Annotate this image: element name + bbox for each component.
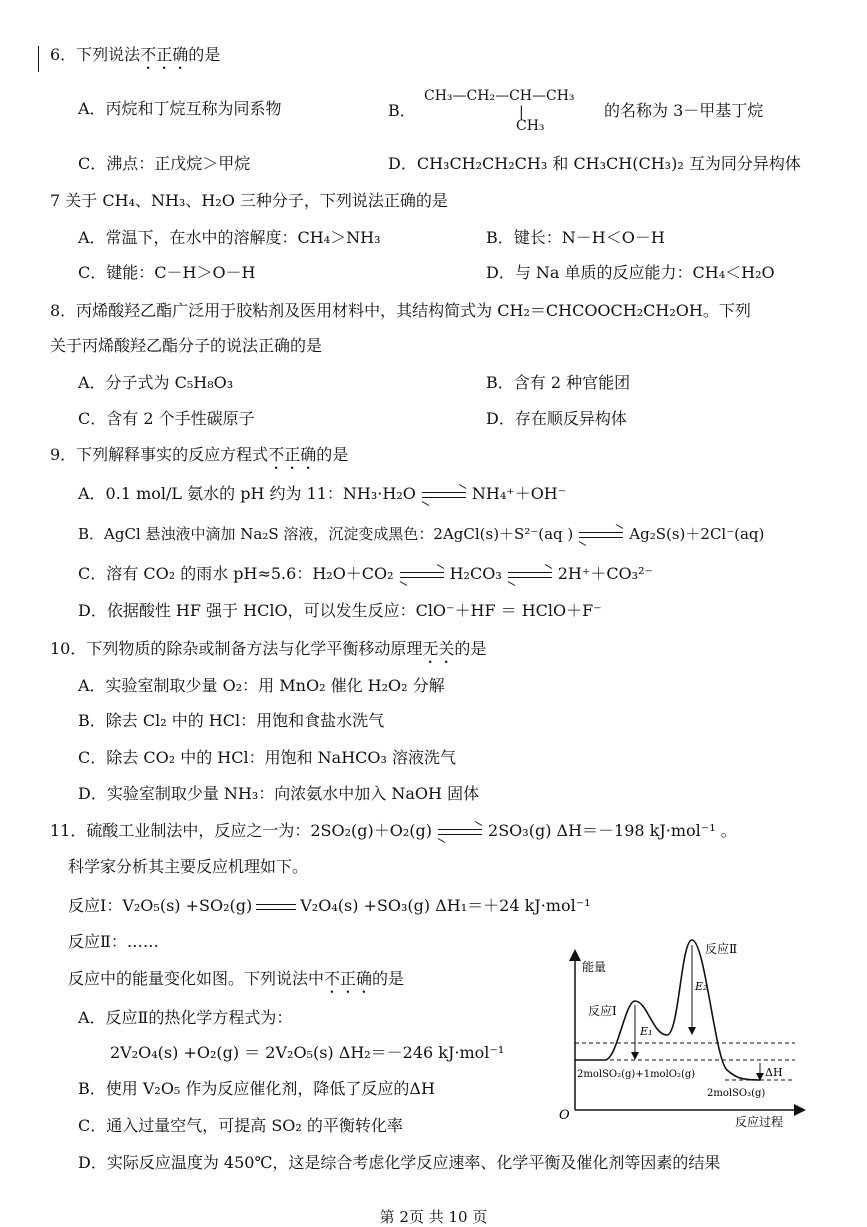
equilibrium-arrow [438, 827, 482, 837]
margin-mark [38, 46, 39, 72]
q6-option-c[interactable]: C．沸点：正戊烷＞甲烷 [78, 154, 251, 173]
q8-option-c[interactable]: C．含有 2 个手性碳原子 [78, 409, 255, 428]
q11-reaction-1: 反应Ⅰ：V₂O₅(s) +SO₂(g) V₂O₄(s) +SO₃(g) ΔH₁＝＋24 kJ·mol⁻¹ [68, 896, 591, 915]
q6-option-b-label[interactable]: B． [388, 101, 416, 120]
x-axis-label: 反应过程 [735, 1115, 784, 1129]
q11-option-a[interactable]: A．反应Ⅱ的热化学方程式为： [78, 1008, 293, 1027]
q7-option-b[interactable]: B．键长：N－H＜O－H [486, 228, 665, 247]
q6-structural-formula [424, 86, 594, 138]
q10-option-d[interactable]: D．实验室制取少量 NH₃：向浓氨水中加入 NaOH 固体 [78, 784, 480, 803]
q6-stem: 6．下列说法不正确的是 [50, 45, 221, 64]
q6-option-d[interactable]: D．CH₃CH₂CH₂CH₃ 和 CH₃CH(CH₃)₂ 互为同分异构体 [388, 154, 801, 173]
q7-option-a[interactable]: A．常温下，在水中的溶解度：CH₄＞NH₃ [78, 228, 381, 247]
origin-label: O [559, 1108, 570, 1123]
q8-option-d[interactable]: D．存在顺反异构体 [486, 409, 627, 428]
q10-stem: 10．下列物质的除杂或制备方法与化学平衡移动原理无关的是 [50, 639, 487, 658]
q11-reaction-2: 反应Ⅱ：…… [68, 932, 159, 951]
q11-stem-3: 反应中的能量变化如图。下列说法中不正确的是 [68, 969, 405, 988]
q9-stem: 9．下列解释事实的反应方程式不正确的是 [50, 445, 349, 464]
products-label: 2molSO₃(g) [707, 1088, 766, 1099]
y-axis-label: 能量 [582, 960, 607, 974]
q7-stem: 7 关于 CH₄、NH₃、H₂O 三种分子，下列说法正确的是 [50, 191, 448, 210]
q10-option-b[interactable]: B．除去 Cl₂ 中的 HCl：用饱和食盐水洗气 [78, 711, 385, 730]
q7-option-d[interactable]: D．与 Na 单质的反应能力：CH₄＜H₂O [486, 263, 775, 282]
dh-label: ΔH [765, 1066, 783, 1079]
q7-option-c[interactable]: C．键能：C－H＞O－H [78, 263, 256, 282]
q11-option-c[interactable]: C．通入过量空气，可提高 SO₂ 的平衡转化率 [78, 1116, 403, 1135]
q8-option-b[interactable]: B．含有 2 种官能团 [486, 373, 631, 392]
q11-option-a-equation: 2V₂O₄(s) +O₂(g) ＝ 2V₂O₅(s) ΔH₂＝－246 kJ·mol⁻¹ [110, 1043, 505, 1062]
equilibrium-arrow [400, 570, 444, 580]
peak-2-label: 反应Ⅱ [705, 942, 738, 956]
e2-label: E₂ [695, 980, 708, 993]
q9-option-d[interactable]: D．依据酸性 HF 强于 HClO，可以发生反应：ClO⁻＋HF ＝ HClO＋F⁻ [78, 601, 602, 620]
q10-option-a[interactable]: A．实验室制取少量 O₂：用 MnO₂ 催化 H₂O₂ 分解 [78, 676, 445, 695]
q8-stem-2: 关于丙烯酸羟乙酯分子的说法正确的是 [50, 336, 323, 355]
page-footer: 第 2页 共 10 页 [379, 1208, 488, 1226]
equals-sign [256, 903, 296, 911]
q11-option-b[interactable]: B．使用 V₂O₅ 作为反应催化剂，降低了反应的ΔH [78, 1079, 435, 1098]
energy-diagram [555, 935, 817, 1130]
q9-option-b[interactable]: B．AgCl 悬浊液中滴加 Na₂S 溶液，沉淀变成黑色：2AgCl(s)＋S²⁻(aq ) Ag₂S(s)＋2Cl⁻(aq) [78, 523, 764, 545]
q8-stem-1: 8．丙烯酸羟乙酯广泛用于胶粘剂及医用材料中，其结构简式为 CH₂＝CHCOOCH₂CH₂OH。下列 [50, 301, 751, 320]
q9-option-c[interactable]: C．溶有 CO₂ 的雨水 pH≈5.6：H₂O＋CO₂ H₂CO₃ 2H⁺＋CO₃²⁻ [78, 563, 653, 585]
q9-option-a[interactable]: A．0.1 mol/L 氨水的 pH 约为 11：NH₃·H₂O NH₄⁺＋OH⁻ [78, 483, 566, 505]
equilibrium-arrow [422, 490, 466, 500]
equilibrium-arrow [579, 530, 623, 540]
reactants-label: 2molSO₂(g)+1molO₂(g) [577, 1069, 696, 1080]
q10-option-c[interactable]: C．除去 CO₂ 中的 HCl：用饱和 NaHCO₃ 溶液洗气 [78, 748, 457, 767]
peak-1-label: 反应Ⅰ [588, 1004, 617, 1018]
struct-bond: | [519, 104, 524, 120]
q11-option-d[interactable]: D．实际反应温度为 450℃，这是综合考虑化学反应速率、化学平衡及催化剂等因素的结果 [78, 1153, 721, 1172]
equilibrium-arrow [508, 570, 552, 580]
e1-label: E₁ [640, 1025, 653, 1038]
q11-stem-2: 科学家分析其主要反应机理如下。 [68, 857, 309, 876]
struct-branch: CH₃ [516, 118, 545, 134]
q8-option-a[interactable]: A．分子式为 C₅H₈O₃ [78, 373, 234, 392]
struct-main-chain: CH₃—CH₂—CH—CH₃ [424, 88, 575, 104]
q11-stem: 11．硫酸工业制法中，反应之一为：2SO₂(g)＋O₂(g) 2SO₃(g) ΔH＝－198 kJ·mol⁻¹ 。 [50, 820, 737, 842]
q6-option-b-text: 的名称为 3－甲基丁烷 [604, 101, 764, 120]
q6-option-a[interactable]: A．丙烷和丁烷互称为同系物 [78, 99, 282, 118]
